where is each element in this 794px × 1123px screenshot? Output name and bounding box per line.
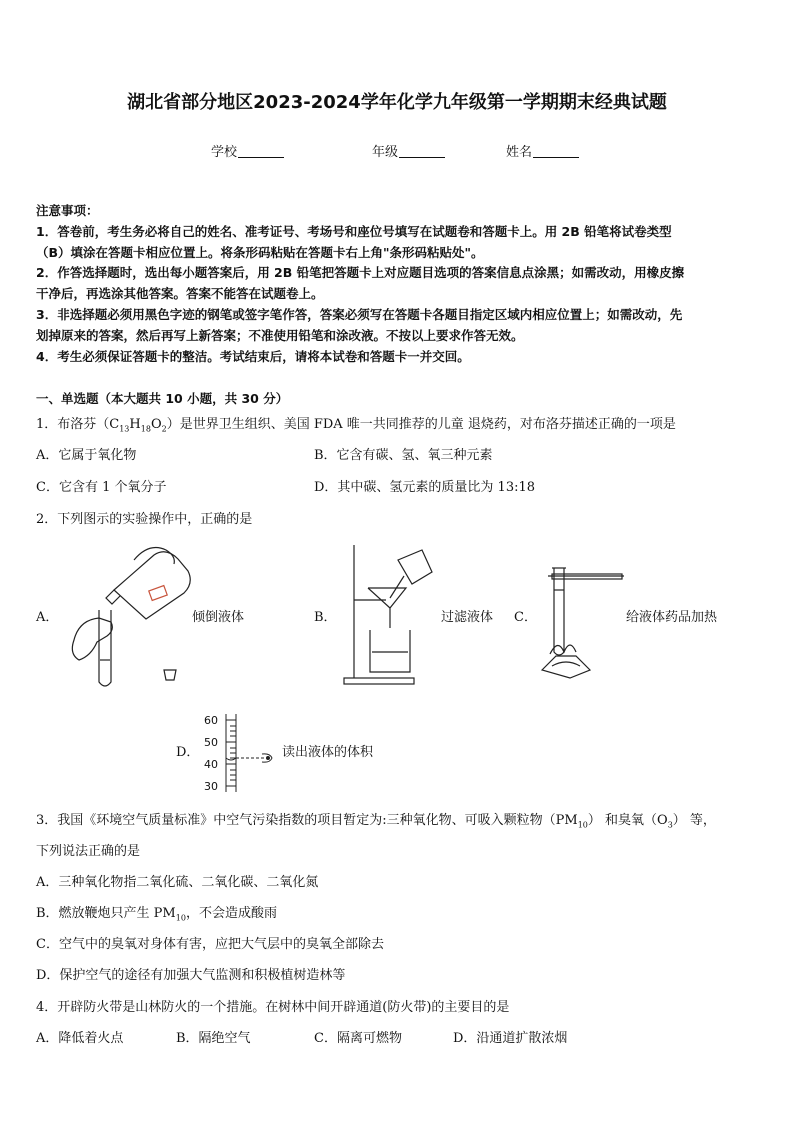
note-line: 2．作答选择题时，选出每小题答案后，用 2B 铅笔把答题卡上对应题目选项的答案信息点涂黑；如需改动，用橡皮擦 xyxy=(36,265,685,281)
q3-stem-line2: 下列说法正确的是 xyxy=(36,844,141,859)
name-field: 姓名 xyxy=(506,141,579,160)
graduated-cylinder-illustration xyxy=(200,710,290,794)
exam-title: 湖北省部分地区2023-2024学年化学九年级第一学期期末经典试题 xyxy=(127,92,667,113)
tick-label: 30 xyxy=(204,780,218,793)
notes-heading: 注意事项： xyxy=(36,203,99,218)
name-blank[interactable] xyxy=(533,145,579,158)
q3-stem-line1: 3．我国《环境空气质量标准》中空气污染指数的项目暂定为:三种氧化物、可吸入颗粒物$(PM_{10})$ 和臭氧$(O_3)$ 等， xyxy=(36,813,716,830)
q4-option-d[interactable]: D．沿通道扩散浓烟 xyxy=(453,1031,568,1046)
q2-option-d-text: 读出液体的体积 xyxy=(282,745,374,760)
q3-option-d[interactable]: D．保护空气的途径有加强大气监测和积极植树造林等 xyxy=(36,968,346,983)
tick-label: 40 xyxy=(204,758,218,771)
note-line: 干净后，再选涂其他答案。答案不能答在试题卷上。 xyxy=(36,286,324,302)
heating-liquid-illustration xyxy=(532,560,628,682)
pouring-liquid-illustration xyxy=(64,540,194,690)
q1-option-a[interactable]: A．它属于氧化物 xyxy=(36,448,137,463)
note-line: 1．答卷前，考生务必将自己的姓名、准考证号、考场号和座位号填写在试题卷和答题卡上。用 2B 铅笔将试卷类型 xyxy=(36,223,672,239)
note-line: 划掉原来的答案，然后再写上新答案；不准使用铅笔和涂改液。不按以上要求作答无效。 xyxy=(36,327,524,343)
q4-option-b[interactable]: B．隔绝空气 xyxy=(176,1031,251,1046)
q4-stem: 4．开辟防火带是山林防火的一个措施。在树林中间开辟通道(防火带)的主要目的是 xyxy=(36,1000,510,1015)
tick-label: 60 xyxy=(204,714,218,727)
q1-option-b[interactable]: B．它含有碳、氢、氧三种元素 xyxy=(314,448,493,463)
grade-field: 年级 xyxy=(372,141,445,160)
school-blank[interactable] xyxy=(238,145,284,158)
q4-option-a[interactable]: A．降低着火点 xyxy=(36,1031,124,1046)
q2-option-a-label[interactable]: A． xyxy=(36,610,59,625)
grade-blank[interactable] xyxy=(399,145,445,158)
notes-block xyxy=(36,201,684,367)
q2-option-b-text: 过滤液体 xyxy=(441,610,494,625)
q1-option-d[interactable]: D．其中碳、氢元素的质量比为 13:18 xyxy=(314,480,536,495)
q4-option-c[interactable]: C．隔离可燃物 xyxy=(314,1031,402,1046)
note-line: （B）填涂在答题卡相应位置上。将条形码粘贴在答题卡右上角"条形码粘贴处"。 xyxy=(36,244,484,260)
q3-option-c[interactable]: C．空气中的臭氧对身体有害，应把大气层中的臭氧全部除去 xyxy=(36,937,384,952)
q2-option-d-label[interactable]: D． xyxy=(176,745,200,760)
q2-option-a-text: 倾倒液体 xyxy=(192,610,245,625)
q1-stem: 1．布洛芬$(C_{13}H_{18}O_2)$是世界卫生组织、美国 FDA 唯一共同推荐的儿童 退烧药，对布洛芬描述正确的一项是 xyxy=(36,417,676,434)
q3-option-b[interactable]: B．燃放鞭炮只产生 $PM_{10}$，不会造成酸雨 xyxy=(36,906,277,923)
q3-option-a[interactable]: A．三种氧化物指二氧化硫、二氧化碳、二氧化氮 xyxy=(36,875,319,890)
section-heading: 一、单选题（本大题共 10 小题，共 30 分） xyxy=(36,391,289,406)
q1-option-c[interactable]: C．它含有 1 个氧分子 xyxy=(36,480,167,495)
tick-label: 50 xyxy=(204,736,218,749)
filtration-illustration xyxy=(340,540,440,686)
school-field: 学校 xyxy=(211,141,284,160)
q2-option-c-label[interactable]: C． xyxy=(514,610,537,625)
note-line: 3．非选择题必须用黑色字迹的钢笔或签字笔作答，答案必须写在答题卡各题目指定区域内相应位置上；如需改动，先 xyxy=(36,306,683,322)
q2-option-c-text: 给液体药品加热 xyxy=(626,610,718,625)
q2-stem: 2．下列图示的实验操作中，正确的是 xyxy=(36,512,253,527)
q2-option-b-label[interactable]: B． xyxy=(314,610,337,625)
note-line: 4．考生必须保证答题卡的整洁。考试结束后，请将本试卷和答题卡一并交回。 xyxy=(36,348,470,364)
